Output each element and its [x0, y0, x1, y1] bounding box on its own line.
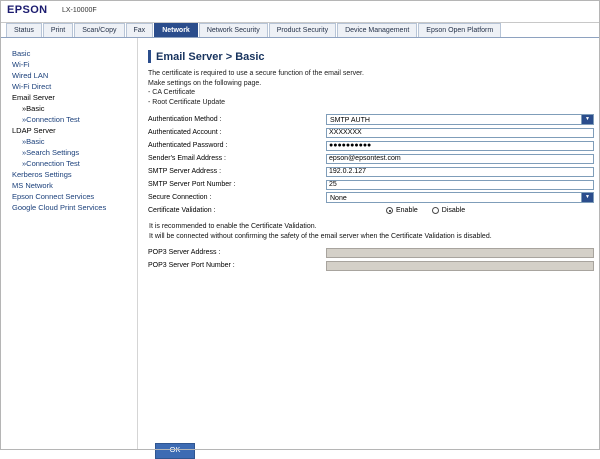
form-row	[148, 246, 600, 259]
description-line: The certificate is required to use a secure function of the email server.	[148, 70, 364, 77]
sidebar-item-epson-connect-services[interactable]: Epson Connect Services	[12, 192, 95, 201]
sidebar-item-basic[interactable]: »Basic	[22, 104, 45, 113]
sidebar-item-connection-test[interactable]: »Connection Test	[22, 115, 80, 124]
radio-disable[interactable]	[432, 207, 439, 214]
radio-group	[326, 205, 600, 216]
smtp-server-address-input[interactable]	[326, 167, 594, 177]
pop3-server-port-number-label: POP3 Server Port Number :	[148, 262, 235, 269]
form-row	[148, 139, 600, 152]
certificate-validation-label: Certificate Validation :	[148, 207, 216, 214]
tab-epson-open-platform[interactable]: Epson Open Platform	[418, 23, 501, 37]
pop3-server-port-number-input	[326, 261, 594, 271]
sender-email-address-label: Sender's Email Address :	[148, 155, 226, 162]
secure-connection-label: Secure Connection :	[148, 194, 212, 201]
chevron-down-icon[interactable]: ▼	[581, 193, 593, 202]
description-line: Make settings on the following page.	[148, 79, 262, 87]
page-title-text: Email Server > Basic	[156, 50, 265, 63]
sidebar-item-ldap-server: LDAP Server	[12, 126, 56, 135]
smtp-server-address-cell	[326, 165, 600, 178]
secure-connection-selected-value: None	[330, 195, 347, 202]
authentication-method-cell	[326, 113, 600, 126]
sidebar-item-kerberos-settings[interactable]: Kerberos Settings	[12, 170, 72, 179]
authenticated-password-cell	[326, 139, 600, 152]
certificate-validation-note	[149, 222, 592, 241]
sidebar-item-connection-test[interactable]: »Connection Test	[22, 159, 80, 168]
sidebar-item-wi-fi-direct[interactable]: Wi-Fi Direct	[12, 82, 52, 91]
pop3-server-address-cell	[326, 246, 600, 259]
note-line: It is recommended to enable the Certificate Validation.	[149, 223, 317, 230]
secure-connection-cell	[326, 191, 600, 204]
tab-fax[interactable]: Fax	[126, 23, 154, 37]
note-line: It will be connected without confirming the safety of the email server when the Certificate Validation is disabled.	[149, 232, 492, 240]
form-row	[148, 191, 600, 204]
authenticated-account-cell	[326, 126, 600, 139]
sidebar-item-search-settings[interactable]: »Search Settings	[22, 148, 80, 157]
smtp-server-port-number-label: SMTP Server Port Number :	[148, 181, 236, 188]
form-row	[148, 113, 600, 126]
tab-print[interactable]: Print	[43, 23, 73, 37]
radio-label-disable[interactable]: Disable	[441, 207, 466, 214]
form-row	[148, 152, 600, 165]
printer-model-label: LX-10000F	[62, 7, 97, 14]
form-row	[148, 178, 600, 191]
sidebar-nav	[0, 38, 138, 450]
ok-button[interactable]: OK	[155, 443, 195, 459]
authentication-method-select[interactable]	[326, 114, 594, 125]
pop3-server-address-label: POP3 Server Address :	[148, 249, 221, 256]
form-row	[148, 126, 600, 139]
authenticated-password-input[interactable]	[326, 141, 594, 151]
radio-label-enable[interactable]: Enable	[396, 207, 418, 214]
title-accent-bar	[148, 50, 151, 63]
form-row	[148, 259, 600, 272]
authenticated-account-input[interactable]	[326, 128, 594, 138]
page-description	[148, 69, 592, 107]
epson-logo: EPSON	[7, 4, 48, 16]
certificate-validation-row	[148, 204, 600, 217]
smtp-server-address-label: SMTP Server Address :	[148, 168, 222, 175]
description-line: - Root Certificate Update	[148, 98, 226, 106]
sidebar-item-google-cloud-print-services[interactable]: Google Cloud Print Services	[12, 203, 107, 212]
page-body	[0, 38, 600, 454]
content-pane	[140, 38, 600, 450]
pop3-form	[148, 246, 600, 272]
sidebar-item-wired-lan[interactable]: Wired LAN	[12, 71, 49, 80]
chevron-down-icon[interactable]: ▼	[581, 115, 593, 124]
sender-email-address-cell	[326, 152, 600, 165]
radio-enable[interactable]	[386, 207, 393, 214]
secure-connection-select[interactable]	[326, 192, 594, 203]
certificate-validation-options	[326, 204, 600, 217]
form-row	[148, 165, 600, 178]
tab-network-security[interactable]: Network Security	[199, 23, 268, 37]
ok-button-wrap	[155, 443, 195, 459]
authentication-method-label: Authentication Method :	[148, 116, 222, 123]
authentication-method-selected-value: SMTP AUTH	[330, 117, 370, 124]
authenticated-password-label: Authenticated Password :	[148, 142, 228, 149]
email-server-form	[148, 113, 600, 217]
smtp-server-port-number-cell	[326, 178, 600, 191]
sidebar-item-ms-network[interactable]: MS Network	[12, 181, 53, 190]
pop3-server-address-input	[326, 248, 594, 258]
main-tab-bar	[0, 23, 600, 38]
page-header	[0, 0, 600, 23]
tab-scan-copy[interactable]: Scan/Copy	[74, 23, 124, 37]
sidebar-item-email-server: Email Server	[12, 93, 55, 102]
page-title	[148, 50, 592, 63]
tab-device-management[interactable]: Device Management	[337, 23, 417, 37]
tab-product-security[interactable]: Product Security	[269, 23, 336, 37]
tab-network[interactable]: Network	[154, 23, 198, 37]
smtp-server-port-number-input[interactable]	[326, 180, 594, 190]
sidebar-item-basic[interactable]: »Basic	[22, 137, 45, 146]
tab-status[interactable]: Status	[6, 23, 42, 37]
sidebar-item-basic[interactable]: Basic	[12, 49, 31, 58]
authenticated-account-label: Authenticated Account :	[148, 129, 222, 136]
sender-email-address-input[interactable]	[326, 154, 594, 164]
description-line: - CA Certificate	[148, 89, 196, 96]
sidebar-item-wi-fi[interactable]: Wi-Fi	[12, 60, 30, 69]
pop3-server-port-number-cell	[326, 259, 600, 272]
